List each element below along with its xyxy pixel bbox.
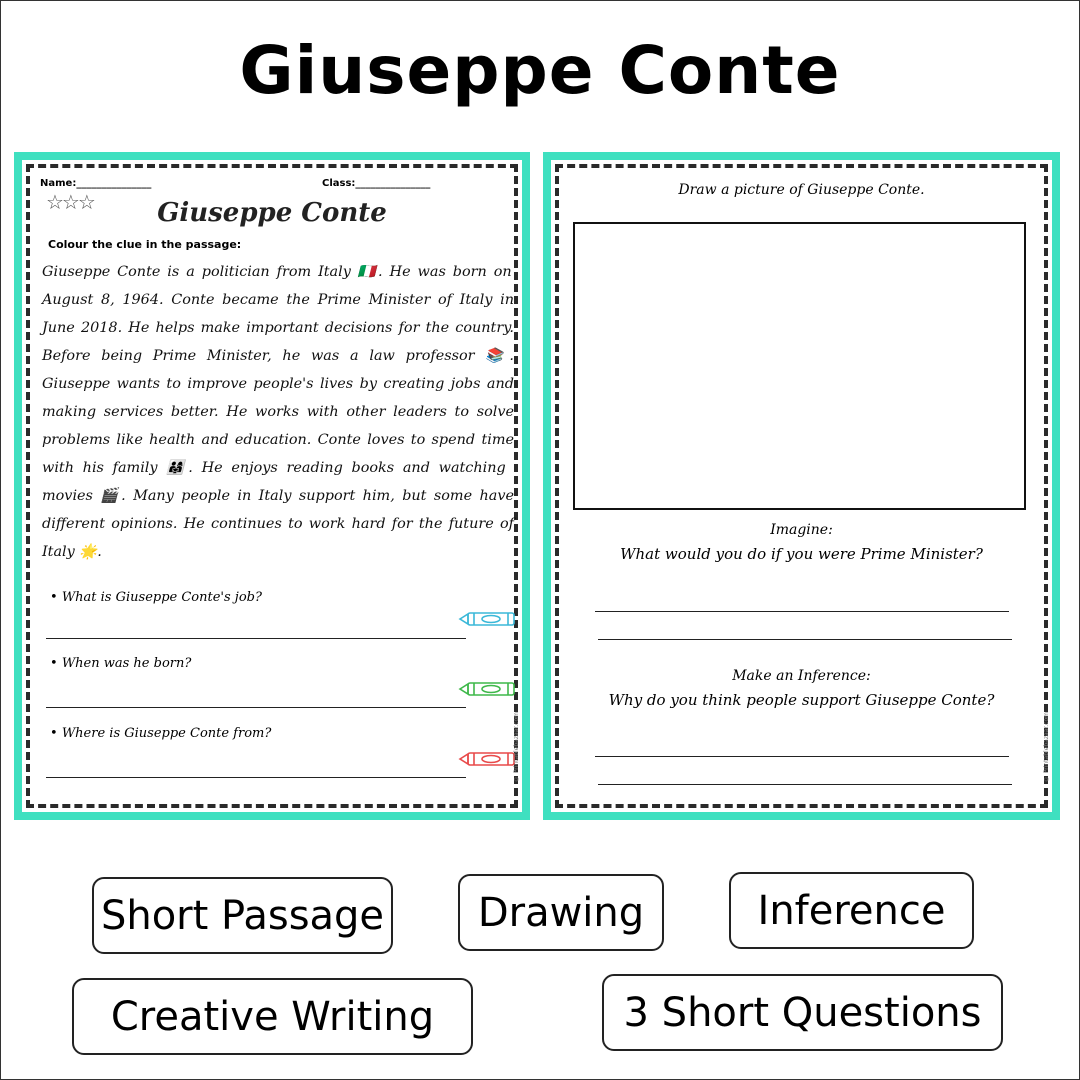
- question-item: [50, 726, 271, 741]
- main-title: Giuseppe Conte: [239, 32, 841, 109]
- answer-line[interactable]: [46, 707, 466, 708]
- question-text: What is Giuseppe Conte's job?: [61, 590, 262, 605]
- worksheet-page-inner: [22, 160, 522, 812]
- draw-prompt: Draw a picture of Giuseppe Conte.: [678, 182, 925, 198]
- writing-line[interactable]: [595, 756, 1009, 757]
- writing-line[interactable]: [598, 639, 1012, 640]
- drawing-box[interactable]: [573, 222, 1026, 510]
- answer-line[interactable]: [46, 638, 466, 639]
- imagine-question: What would you do if you were Prime Minister?: [620, 545, 983, 563]
- question-text: When was he born?: [61, 656, 192, 671]
- question-item: [50, 656, 191, 671]
- worksheet-page-drawing: [543, 152, 1060, 820]
- bullet-icon: •: [50, 726, 62, 741]
- reading-passage: Giuseppe Conte is a politician from Italy 🇮🇹. He was born on August 8, 1964. Conte became the Prime Minister of Italy in June 2018. He helps make important decisions for the country. Before being Prime Minister, he was a law professor 📚. Giuseppe wants to improve people's lives by creating jobs and making services better. He works with other leaders to solve problems like health and education. Conte loves to spend time with his family 👨‍👩‍👧. He enjoys reading books and watching movies 🎬. Many people in Italy support him, but some have different opinions. He continues to work hard for the future of Italy 🌟.: [42, 264, 514, 560]
- crayon-icon: [458, 610, 518, 632]
- tag-3-short-questions: 3 Short Questions: [602, 974, 1003, 1051]
- worksheet-page-passage: [14, 152, 530, 820]
- tag-inference: Inference: [729, 872, 974, 949]
- crayon-icon: [458, 680, 518, 702]
- star-rating-icon: ☆☆☆: [46, 190, 94, 214]
- copyright-text: © Printablebazaar.com: [1043, 711, 1050, 782]
- imagine-heading: Imagine:: [770, 522, 833, 538]
- name-field-label: Name:_______________: [40, 178, 152, 189]
- instruction-text: Colour the clue in the passage:: [48, 238, 242, 251]
- question-item: [50, 590, 262, 605]
- writing-line[interactable]: [595, 611, 1009, 612]
- inference-question: Why do you think people support Giuseppe Conte?: [608, 691, 995, 709]
- bullet-icon: •: [50, 590, 62, 605]
- tag-short-passage: Short Passage: [92, 877, 393, 954]
- worksheet-title: Giuseppe Conte: [157, 198, 387, 228]
- copyright-text: © Printablebazaar.com: [513, 711, 520, 782]
- crayon-icon: [458, 750, 518, 772]
- tag-drawing: Drawing: [458, 874, 664, 951]
- worksheet-page-inner: [551, 160, 1052, 812]
- answer-line[interactable]: [46, 777, 466, 778]
- class-field-label: Class:_______________: [322, 178, 431, 189]
- bullet-icon: •: [50, 656, 62, 671]
- tag-creative-writing: Creative Writing: [72, 978, 473, 1055]
- writing-line[interactable]: [598, 784, 1012, 785]
- question-text: Where is Giuseppe Conte from?: [61, 726, 272, 741]
- inference-heading: Make an Inference:: [732, 668, 871, 684]
